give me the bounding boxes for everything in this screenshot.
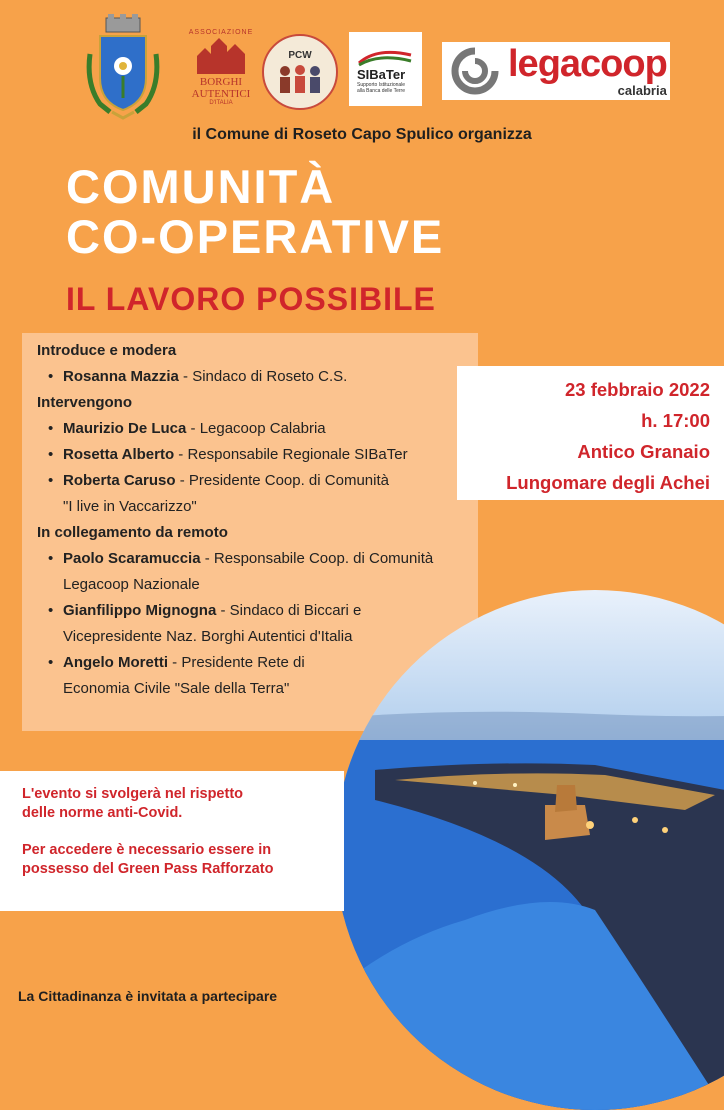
legacoop-calabria-logo: legacoop calabria <box>442 42 670 100</box>
speaker-item-continuation: Vicepresidente Naz. Borghi Autentici d'Italia <box>63 628 353 645</box>
speaker-item: • Gianfilippo Mignogna - Sindaco di Biccari e <box>37 598 497 624</box>
event-venue: Antico Granaio <box>577 441 710 462</box>
title-line-1: COMUNITÀ <box>66 160 336 213</box>
sibater-logo: SIBaTer Supporto Istituzionale alla Banca delle Terre <box>349 32 422 106</box>
title-line-2: CO-OPERATIVE <box>66 210 445 263</box>
program-list <box>37 338 497 702</box>
speaker-item: • Roberta Caruso - Presidente Coop. di Comunità <box>37 468 497 494</box>
covid-line-4: possesso del Green Pass Rafforzato <box>22 861 274 877</box>
subtitle: IL LAVORO POSSIBILE <box>66 281 436 317</box>
event-address: Lungomare degli Achei <box>506 472 710 493</box>
speaker-item: • Rosanna Mazzia - Sindaco di Roseto C.S. <box>37 364 497 390</box>
speaker-item: • Rosetta Alberto - Responsabile Regionale SIBaTer <box>37 442 497 468</box>
speaker-item-continuation: Economia Civile "Sale della Terra" <box>63 680 290 697</box>
speaker-item-continuation: Legacoop Nazionale <box>63 576 200 593</box>
speaker-item: • Maurizio De Luca - Legacoop Calabria <box>37 416 497 442</box>
legacoop-spiral-icon <box>446 45 504 97</box>
covid-line-3: Per accedere è necessario essere in <box>22 842 272 858</box>
covid-notice <box>0 771 344 911</box>
speaker-item: • Paolo Scaramuccia - Responsabile Coop. di Comunità <box>37 546 497 572</box>
invitation-footer: La Cittadinanza è invitata a partecipare <box>18 988 278 1004</box>
intro-heading: Introduce e modera <box>37 342 177 359</box>
borghi-village-icon <box>193 36 249 76</box>
event-details-box <box>457 366 724 500</box>
organizer-line: il Comune di Roseto Capo Spulico organizza <box>192 126 532 143</box>
covid-line-2: delle norme anti-Covid. <box>22 805 183 821</box>
roseto-coat-of-arms <box>86 14 160 122</box>
pcw-people-icon <box>275 61 325 95</box>
speaker-item-continuation: "I live in Vaccarizzo" <box>63 498 197 515</box>
event-time: h. 17:00 <box>641 410 710 431</box>
speakers-heading: Intervengono <box>37 394 133 411</box>
event-date: 23 febbraio 2022 <box>565 379 710 400</box>
speaker-item: • Angelo Moretti - Presidente Rete di <box>37 650 497 676</box>
pcw-logo: PCW <box>262 34 338 110</box>
borghi-autentici-logo: ASSOCIAZIONE BORGHI AUTENTICI D'ITALIA <box>188 28 254 106</box>
remote-heading: In collegamento da remoto <box>37 524 228 541</box>
covid-line-1: L'evento si svolgerà nel rispetto <box>22 786 244 802</box>
sibater-waves-icon <box>357 45 413 67</box>
